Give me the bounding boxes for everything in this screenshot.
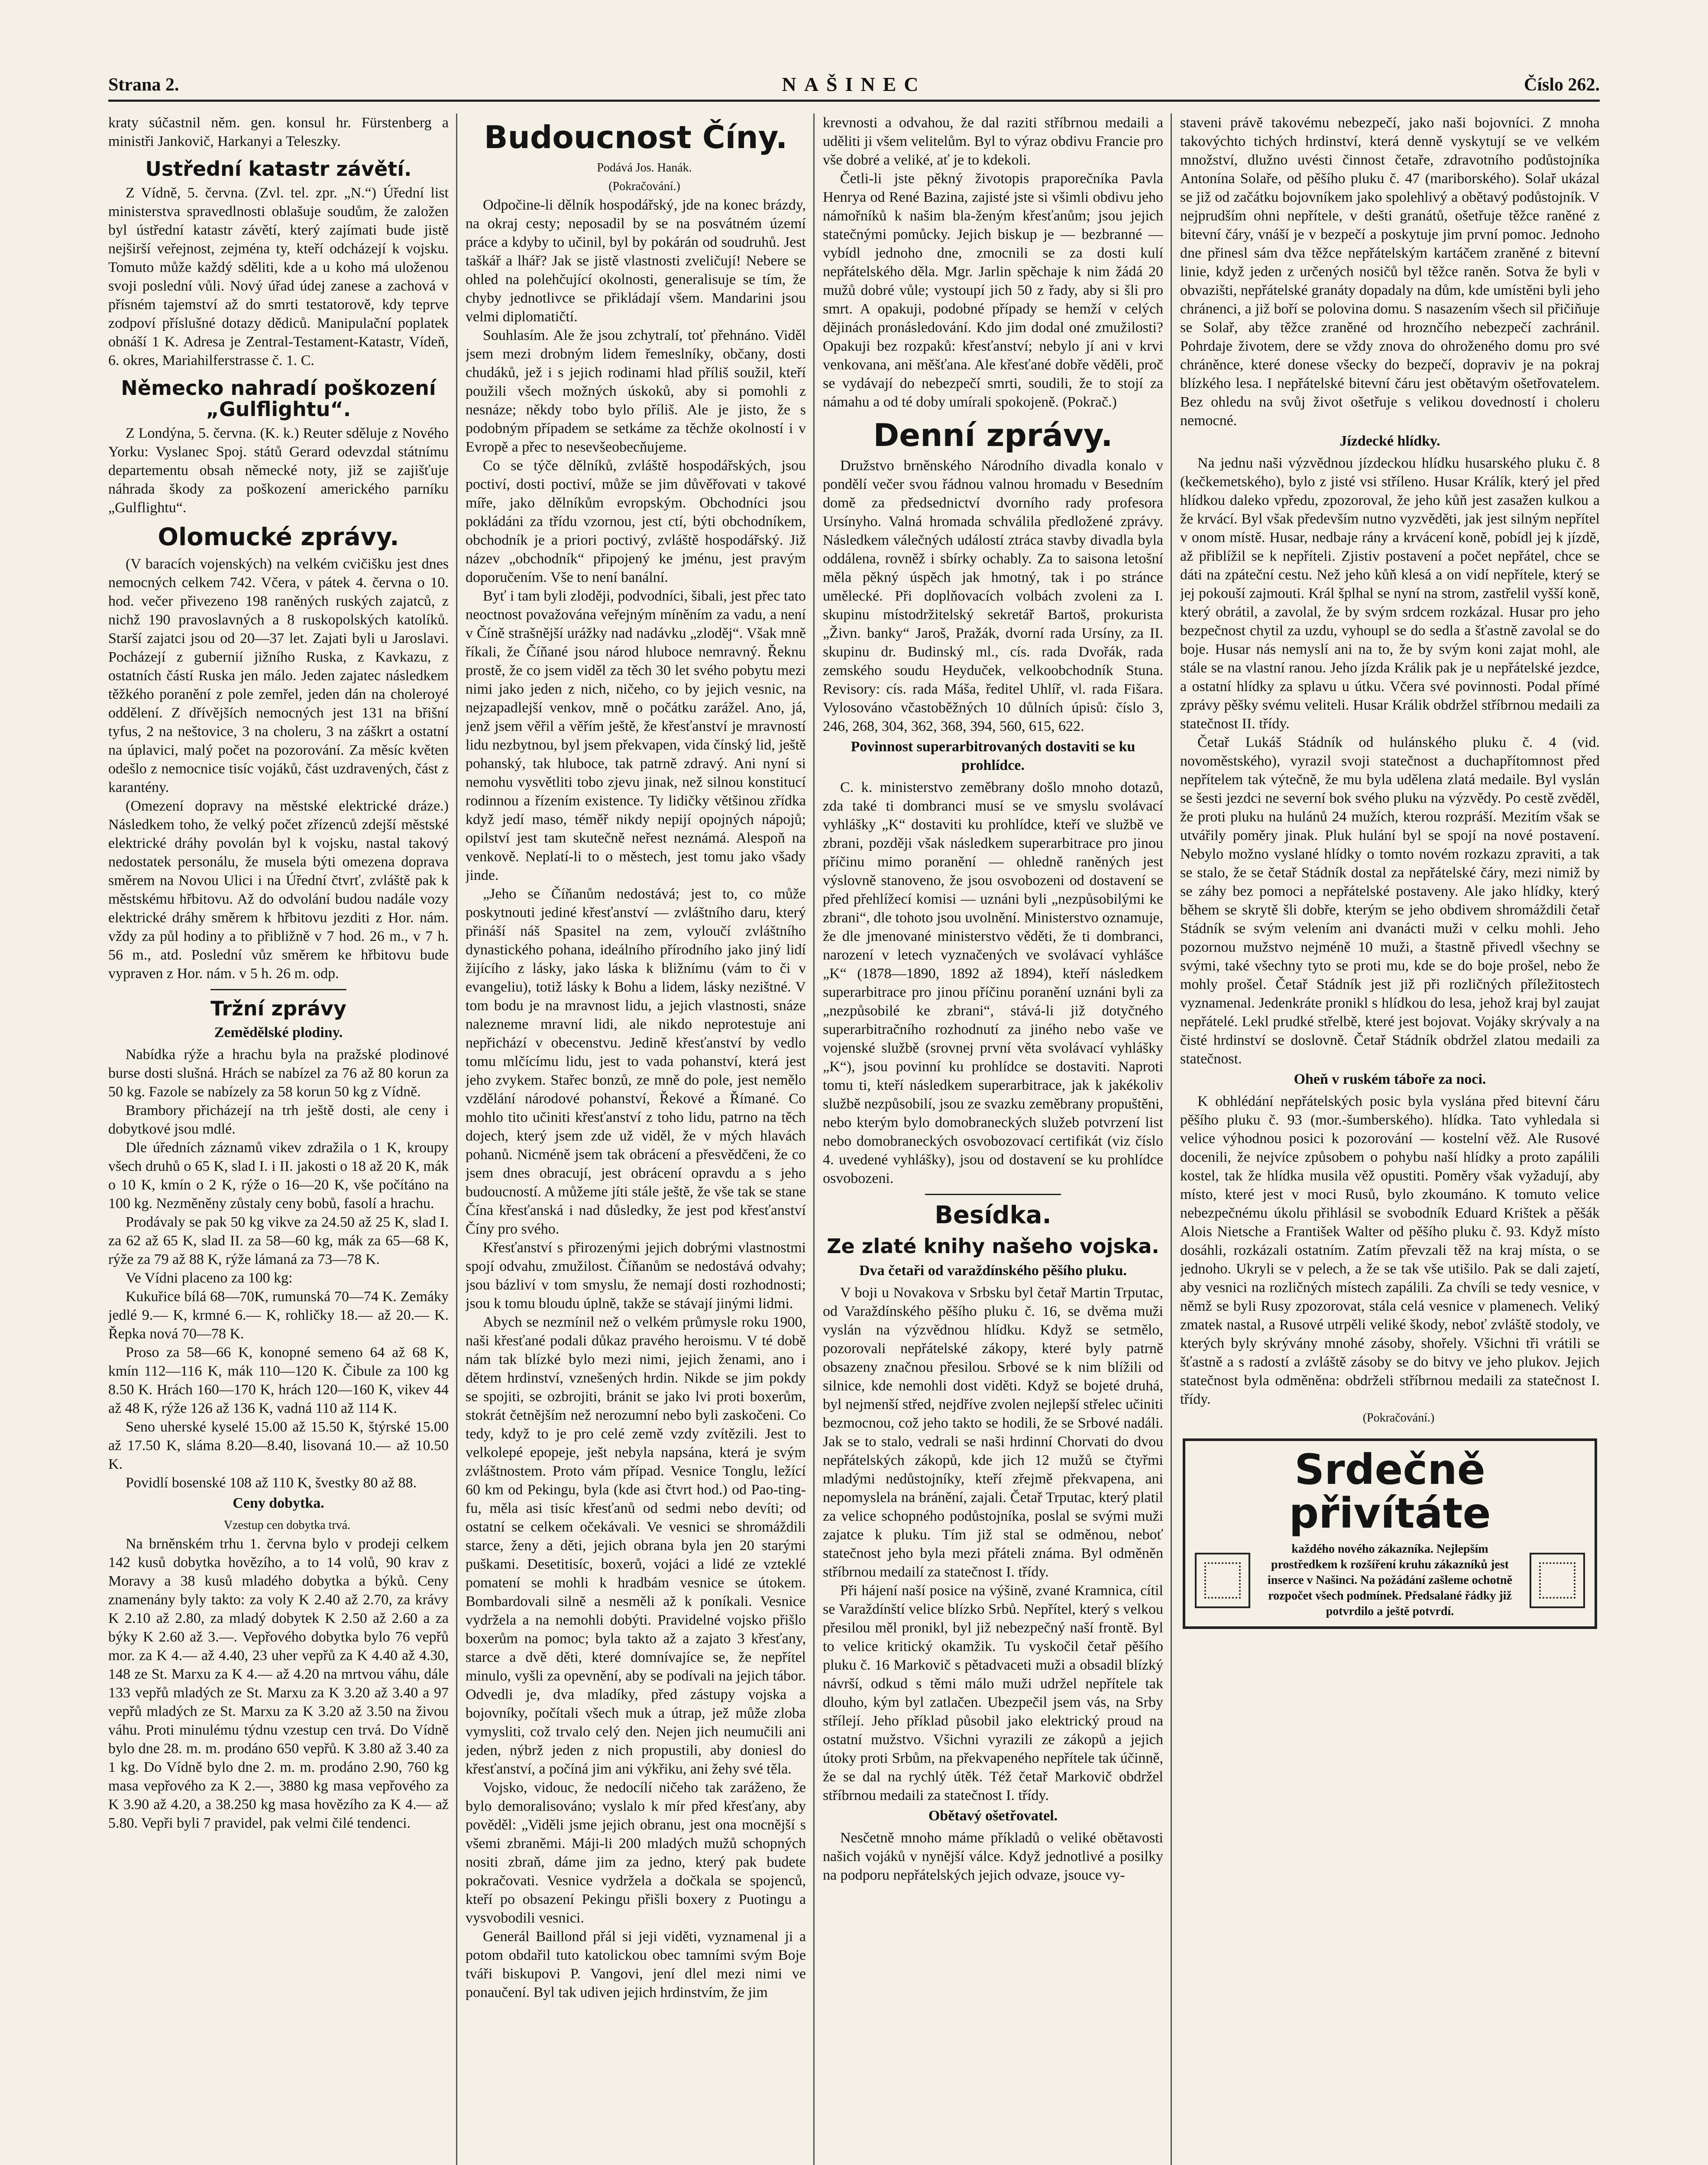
text-paragraph: Proso za 58—66 K, konopné semeno 64 až 68 K, kmín 112—116 K, mák 110—120 K. Čibule za 100 kg 8.50 K. Hrách 160—170 K, hrách 120—160 K, vikev 44 až 48 K, rýže 126 až 136 K, vadná 110 až 114 K. — [108, 1344, 449, 1416]
text-paragraph: Prodávaly se pak 50 kg vikve za 24.50 až 25 K, slad I. za 62 až 65 K, slad II. za 58—60 kg, mák za 65—68 K, rýže za 79 až 88 K, rýže lámaná za 73—78 K. — [108, 1214, 449, 1267]
text-paragraph: Povidlí bosenské 108 až 110 K, švestky 80 až 88. — [126, 1474, 417, 1491]
text-paragraph: kraty súčastnil něm. gen. konsul hr. Fürstenberg a ministři Jankovič, Harkanyi a Teleszky. — [108, 115, 449, 149]
text-paragraph: Brambory přicházejí na trh ještě dosti, ale ceny i dobytkové jsou mdlé. — [108, 1102, 449, 1137]
text-paragraph: Při hájení naší posice na výšině, zvané Kramnica, cítil se Varaždínští velice blízko Srbů. Nepřítel, který s velkou přesilou měl pronikl, byl již nebezpečný naší frontě. Byl to velice kritický okamžik. Tu vyskočil četař pěšího pluku č. 16 Markovič s pětadvaceti muži a obsadil blízký návrší, odkud s těmi málo muži udržel nepřítele tak dlouho, kým byl zatlačen. Ubezpečil jsem vás, na Srby střílejí. Jeho příklad působil jako elektrický proud na ostatní mužstvo. Všichni vyrazili ze zákopů a jejich útoky proti Srbům, na překvapeného nepřítele tak účinně, že se dal na rychlý útěk. Též četař Markovič obdržel stříbrnou medaili za statečnost I. třídy. — [823, 1582, 1163, 1803]
subheading: Zemědělské plodiny. — [214, 1024, 343, 1040]
byline: Podává Jos. Hanák. — [597, 161, 692, 174]
text-paragraph: Souhlasím. Ale že jsou zchytralí, toť přehnáno. Viděl jsem mezi drobným lidem řemeslníky, občany, dosti chudáků, jež i s jejich rodinami hlad příliš soužil, kteří použili všech možných úskoků, aby si pomohli z nesnáze; někdy tobo bylo příliš. Ale je jisto, že s podobným případem se setkáme za těchže okolností i v Evropě a přec to nesevšeobecňujeme. — [466, 327, 806, 455]
subheading: Dva četaři od varaždínského pěšího pluku. — [859, 1262, 1127, 1279]
headline-gulflight: Německo nahradí poškození „Gulflightu“. — [121, 376, 436, 421]
column-2 — [466, 113, 806, 2165]
text-paragraph: Z Vídně, 5. června. (Zvl. tel. zpr. „N.“) Úřední list ministerstva spravedlnosti oblašuje soudům, že založen byl ústřední katastr závětí, který zajímati bude jistě nejširší veřejnost, zejména ty, kteří odcházejí k vojsku. Tomuto může každý sděliti, kde a u koho má uloženou svoji poslední vůli. Nový úřad údej zanese a zachová v přísném tajemství až do smrti testatorově, kdy teprve zodpoví příslušné dotazy dědiců. Manipulační poplatek obnáší 1 K. Adresa je Zentral-Testament-Katastr, Vídeň, 6. okres, Mariahilferstrasse č. 1. C. — [108, 185, 449, 369]
issue-number: Číslo 262. — [1524, 75, 1600, 95]
column-rule — [1171, 113, 1172, 2165]
subheading: Ceny dobytka. — [233, 1495, 324, 1511]
text-paragraph: C. k. ministerstvo zeměbrany došlo mnoho dotazů, zda také ti dombranci musí se ve smyslu svolávací vyhlášky „K“ dostaviti ku prohlídce, kteří ve službě ve zbrani, později však následkem superarbitrace pro jinou příčinu mimo poranění — ohledně raněných jest výslovně stanoveno, že jsou osvobozeni od dostavení se před přehlížecí komisi — uznáni byli „nezpůsobilými ke zbrani“, dle tohoto jsou uvolnění. Ministerstvo oznamuje, že dle jmenované ministerstvo věděti, že ti dombranci, narození v letech vyznačených ve svolávací vyhlášce „K“ (1878—1890, 1892 až 1894), kteří následkem superarbitrace pro jinou příčinu poranění uznáni byli za „nezpůsobilé ke zbrani“, stává-li již dotyčného superarbitračního rozhodnutí za jiného nebo vaše ve vojenské službě (srovnej první věta svolávací vyhlášky „K“), jsou povinní ku prohlídce se dostaviti. Naproti tomu ti, kteří následkem superarbitrace, jak k jakékoliv službě nezpůsobilí, jsou ze svazku zeměbrany propuštěni, nebo kterým bylo domobraneckých služeb potvrzení list nebo domobraneckých osvobozovací certifikát (viz číslo 4. uvedené vyhlášky), jsou od dostavení se ku prohlídce osvobozeni. — [823, 779, 1163, 1186]
continuation-note: (Pokračování.) — [1362, 1411, 1435, 1425]
text-paragraph: „Jeho se Číňanům nedostává; jest to, co může poskytnouti jediné křesťanství — zvláštního daru, který přináší náš Spasitel na zem, vyloučí zvláštního dynastického pohana, ideálního přírodního jako jiný lidí žijícího z lásky, jako láska k bližnímu (vám to či v evangeliu), totiž lásky k Bohu a lidem, lásky nezištné. V tom bodu je na mravnost lidu, a jejich vlastnosti, snáze nalezneme mravní lidi, ale nikdo neprotestuje ani nepřichází v obecenstvu. Jedině křesťanství by vedlo tomu mlčícímu lidu, jest to vada pohanství, která jest jeho zvykem. Stařec bonzů, ze mně do pole, jest nemělo vzdělání národové pohanství, Řekové a Římané. Co mohlo tito učiniti křesťanství z toho lidu, patrno na těch dojech, který jsem zde už viděl, že v mých hlavách pohanů. Nicméně jsem tak obrácení a přesvědčeni, že co jsem dnes obracují, jest obrácení opravdu a s jeho budoucností. A můžeme jíti stále ještě, že vše tak se stane Čína křesťanská i nad důsledky, že jest pod křesťanství Číny pro svého. — [466, 885, 806, 1237]
text-paragraph: Z Londýna, 5. června. (K. k.) Reuter sděluje z Nového Yorku: Vyslanec Spoj. států Gerard odevzdal státnímu departementu obsah německé noty, již se zajišťuje náhrada škody za poškození amerického parníku „Gulflightu“. — [108, 425, 449, 516]
text-paragraph: Křesťanství s přirozenými jejich dobrými vlastnostmi spojí odvahu, zmužilost. Číňanům se nedostává odvahy; jsou bázliví v tom smyslu, že nemají dosti rozhodnosti; jsou k tomu bloudu úplně, takže se stávají jinými lidmi. — [466, 1239, 806, 1312]
text-paragraph: Odpočine-li dělník hospodářský, jde na konec brázdy, na okraj cesty; neposadil by se na posvátném území práce a kdyby to učinil, byl by pokárán od soudruhů. Jest taškář a lhář? Jak se jistě vlastnosti zveličují! Nebere se ohled na polehčující okolnosti, generalisuje se tím, že chyby jednotlivce se přikládají všem. Mandarini jsou velmi diplomatičtí. — [466, 197, 806, 325]
text-paragraph: Na jednu naši výzvědnou jízdeckou hlídku husarského pluku č. 8 (kečkemetského), bylo z jisté vsi stříleno. Husar Králík, který jel před hlídkou daleko vpředu, zpozoroval, že jeho kůň jest zasažen kulkou a že krvácí. Byl však především nutno vyzvěděti, jak jest silným nepřítel v onom místě. Husar, nedbaje rány a krvácení koně, pobídl jej k jízdě, až přiblížil se k nepříteli. Zjistiv postavení a počet nepřátel, chce se dáti na zpáteční cestu. Než jeho kůň klesá a on vidí nepřítele, který se jej pokouší zajmouti. Král šplhal se nyní na strom, zastřelil vyšší koně, který obrátil, a zavolal, že by svým srdcem rozkázal. Husar pro jeho bezpečnost chytil za uzdu, vyhoupl se do sedla a šťastně zavolal se do boje. Husar nás nemyslí ani na to, že by svým koni zajat mohl, ale stále se na vlastní ranou. Jeho jízda Králik pak je u nepřátelské jezdce, a ostatní hlídky za splavu u útku. Včera své povinnosti. Podal přímé zprávy pěšky svému veliteli. Husar Králik obdržel stříbrnou medaili za statečnost II. třídy. — [1180, 455, 1600, 732]
ad-headline: Srdečně přivítáte — [1289, 1445, 1491, 1538]
headline-denni: Denní zprávy. — [873, 417, 1113, 453]
text-paragraph: Generál Baillond přál si jeji viděti, vyznamenal ji a potom obdařil tuto katolickou obec tamními svým Boje tváři biskupovi P. Vangovi, jení dlel mezi nimi ve ponaučení. Byl tak udiven jejich hrdinstvím, že jim — [466, 1928, 806, 2000]
text-paragraph: Dle úředních záznamů vikev zdražila o 1 K, kroupy všech druhů o 65 K, slad I. i II. jakosti o 18 až 20 K, mák o 10 K, kmín o 2 K, rýže o 16—20 K, vše počítáno na 100 kg. Nezměněny zůstaly ceny bobů, fasolí a hrachu. — [108, 1139, 449, 1212]
divider — [925, 1194, 1061, 1195]
ornament-icon — [1530, 1553, 1585, 1608]
continuation-note: (Pokračování.) — [608, 179, 680, 193]
subheading-note: Vzestup cen dobytka trvá. — [223, 1518, 351, 1532]
column-rule — [813, 113, 815, 2165]
masthead-title: NAŠINEC — [782, 73, 926, 95]
page-number: Strana 2. — [108, 75, 179, 95]
headline-trzni: Tržní zprávy — [210, 996, 346, 1020]
text-paragraph: Kukuřice bílá 68—70K, rumunská 70—74 K. Zemáky jedlé 9.— K, krmné 6.— K, rohličky 18.— až 20.— K. Řepka nová 70—78 K. — [108, 1288, 449, 1342]
subheading: Povinnost superarbitrovaných dostaviti se ku prohlídce. — [851, 738, 1135, 773]
subheading: Obětavý ošetřovatel. — [928, 1807, 1058, 1824]
headline-budoucnost: Budoucnost Číny. — [484, 119, 788, 155]
text-paragraph: Družstvo brněnského Národního divadla konalo v pondělí večer svou řádnou valnou hromadu v Besedním domě za předsednictví dvorního rady profesora Ursínyho. Valná hromada schválila předložené zprávy. Následkem válečných událostí ztráca stavby divadla byla oddálena, rovněž i sbírky ochably. Za to saisona letošní měla pěkný úspěch jak hmotný, tak i po stránce umělecké. Při doplňovacích volbách zvoleni za I. skupinu místodržitelský sekretář Bartoš, prokurista „Živn. banky“ Jaroš, Pražák, dvorní rada Ursíny, za II. skupinu dr. Budinský ml., cís. rada Dvořák, rada zemského soudu Heyduček, velkoobchodník Stuna. Revisory: cís. rada Máša, ředitel Uhlíř, vl. rada Fišara. Vylosováno včastoběžných 10 důlních úpisů: číslo 3, 246, 268, 304, 362, 368, 394, 560, 615, 622. — [823, 457, 1163, 734]
text-paragraph: (Omezení dopravy na městské elektrické dráze.) Následkem toho, že velký počet zřízenců zdejší městské elektrické dráhy povolán byl k vojsku, nastal takový nedostatek personálu, že musela býti omezena doprava směrem na Novou Ulici i na Úřední čtvrť, zvláště pak k městskému hřbitovu. Až do odvolání budou nadále vozy elektrické dráhy směrem k hřbitovu jezditi z Hor. nám. vždy za půl hodiny a to přibližně v 7 hod. 26 m., v 7 h. 56 m., atd. Poslední vůz směrem ke hřbitovu bude vypraven z Hor. nám. v 5 h. 26 m. odp. — [108, 798, 449, 982]
text-paragraph: Byť i tam byli zloději, podvodníci, šibali, jest přec tato neoctnost považována veřejným míněním za vadu, a není v Číně strašnější urážky nad nadávku „zloděj“. Však mně říkali, že Číňané jsou národ hluboce nemravný. Řeknu prostě, že co jsem viděl za těch 30 let svého pobytu mezi nimi jako jeden z nich, ničeho, co by jejich vesnic, na nejzapadlejší venkov, mně o počátku zarážel. Ano, já, jenž jsem věřil a věřím ještě, že křesťanství je mravností lidu nezbytnou, byl jsem překvapen, vida čínský lid, ještě pohanský, tak hluboce, tak patrně zdravý. Ani nyní si nemohu vysvětliti tobo zjevu jinak, než silnou konstitucí rodinnou a řízením existence. Ty lidičky většinou zřídka když jedí maso, téměř nikdy nepijí opojných nápojů; opilství jest tam skutečně neřest neznámá. Alespoň na venkově. Neplatí-li to o městech, jest tomu jako všady jinde. — [466, 588, 806, 883]
running-header — [108, 73, 1600, 102]
text-paragraph: Nabídka rýže a hrachu byla na pražské plodinové burse dosti slušná. Hrách se nabízel za 76 až 80 korun za 50 kg. Fazole se nabízely za 58 korun 50 kg z Vídně. — [108, 1046, 449, 1100]
text-paragraph: Na brněnském trhu 1. června bylo v prodeji celkem 142 kusů dobytka hovězího, a to 14 volů, 90 krav z Moravy a 38 kusů mladého dobytka a býků. Ceny znamenány byly takto: za voly K 2.40 až 2.70, za krávy K 2.10 až 2.80, za mladý dobytek K 2.50 až 2.60 a za býky K 2.60 až 3.—. Vepřového dobytka bylo 76 vepřů mor. za K 4.— až 4.40, 23 uher vepřů za K 4.40 až 4.30, 148 ze St. Marxu za K 4.— až 4.20 na mrtvou váhu, dále 133 vepřů mladých ze St. Marxu za K 3.20 až 3.40 a 97 vepřů mladých ze St. Marxu za K 3.20 až 3.50 na živou váhu. Proti minulému týdnu vzestup cen trvá. Do Vídně bylo dne 28. m. m. prodáno 650 vepřů. K 3.80 až 3.40 za 1 kg. Do Vídně bylo dne 2. m. m. prodáno 2.90, 760 kg masa vepřového za K 2.—, 3880 kg masa vepřového za K 3.90 až 4.20, a 38.250 kg masa hovězího za K 4.— až 5.80. Vepři byli 7 pravidel, pak velmi čilé tendenci. — [108, 1535, 449, 1831]
headline-olomucke: Olomucké zprávy. — [158, 523, 399, 551]
column-4 — [1180, 113, 1600, 2165]
text-paragraph: Abych se nezmínil než o velkém průmysle roku 1900, naši křesťané podali důkaz pravého heroismu. V té době nám tak blízké bylo mezi nimi, jejich ženami, ano i dětem hrdinství, vznešených hrdin. Nikde se jim pokdy se spojiti, se ozbrojiti, bránit se jako lvi proti boxerům, stokrát četnějším než nerozumní nebo byli zaskočeni. Co tedy, když to je pro celé země vzdy zvítězili. Jest to velkolepé epopeje, ješt nebyla napsána, která je svým zvláštnostem. Proto vám případ. Vesnice Tonglu, ležící 60 km od Pekingu, byla (kde asi čtvrt hod.) od Pao-ting-fu, měla asi tisíc křesťanů od sedmi nebo devíti; od ostatní se celkem očekávali. Ve vesnici se shromáždili starce, ženy a děti, jejich obrana byla jen 20 starými puškami. Desetitisíc, boxerů, vojáci a lidé ze vzteklé pomatení se mohli k hradbám vesnice se útokem. Bombardovali silně a nesměli až k poníkali. Vesnice vydržela a na nemohli dobýti. Pravidelné vojsko přišlo boxerům na pomoc; byla takto až a zajato 3 křesťany, starce a dvě děti, které domnívajíce se, že nepřítel minulo, vyšli za opevnění, aby se podívali na jejich tábor. Odvedli je, dva mladíky, před zástupy vojska a bojovníky, počítali všech muk a útrap, jež může zloba vymysliti, což trvalo celý den. Nejen jich neumučili ani jeden, nýbrž jeden z nich propustili, aby doniesl do křesťanství, a počíná jim ani výkřiku, ani žehy své těla. — [466, 1314, 806, 1777]
text-paragraph: Seno uherské kyselé 15.00 až 15.50 K, štýrské 15.00 až 17.50 K, sláma 8.20—8.40, lisovaná 10.— až 10.50 K. — [108, 1419, 449, 1472]
headline-besidka: Besídka. — [935, 1201, 1051, 1229]
text-paragraph: (V baracích vojenských) na velkém cvičišku jest dnes nemocných celkem 742. Včera, v pátek 4. června o 10. hod. večer přivezeno 198 raněných ruských zajatců, z nichž 190 pravoslavných a 8 ruskopolských katolíků. Starší zajatci jsou od 20—37 let. Zajati byli u Jaroslavi. Pocházejí z gubernií jižního Ruska, z Kavkazu, z ostatních částí Ruska jen málo. Jeden zajatec následkem těžkého poranění z pole zemřel, jeden dán na choleroyé oddělení. Z dřívějších nemocných jest 131 na břišní tyfus, 2 na neštovice, 3 na choleru, 3 na záškrt a ostatní na úplavici, malý počet na pozorování. Za měsíc květen odešlo z nemocnice tisíc vojáků, část uzdravených, část z karantény. — [108, 556, 449, 795]
column-1 — [108, 113, 449, 2165]
ornament-icon — [1195, 1553, 1250, 1608]
subheading: Oheň v ruském táboře za noci. — [1294, 1071, 1486, 1087]
advertisement-box — [1183, 1438, 1597, 1629]
text-paragraph: V boji u Novakova v Srbsku byl četař Martin Trputac, od Varaždínského pěšího pluku č. 16, se dvěma muži vyslán na výzvědnou hlídku. Když se setmělo, pozorovali nepřátelské zákopy, které byly patrně obsazeny značnou přesilou. Srbové se k nim blížili od silnice, kde nemohli dost viděti. Když se bojeté druhá, byl nejmenší střed, nejdříve zvolen nejlepší střelec učiniti bezmocnou, což jeho takto se hodili, že se Srbové nadáli. Jak se to stalo, vedrali se naši hrdinní Chorvati do dvou nepřátelských zákopů, kde jich 12 mužů se čtyřmi mladými nedůstojníky, kteří zřejmě překvapena, ani nepomyslela na bránění, zajali. Četař Trputac, který platil za velice schopného podůstojníka, poslal se svými muži zajatce k pluku. Tím již stal se odměnou, neboť statečnost jeho byla mezi přáteli známa. Byl odměněn stříbrnou medailí za statečnost I. třídy. — [823, 1284, 1163, 1580]
text-paragraph: Ve Vídni placeno za 100 kg: — [126, 1270, 293, 1286]
column-rule — [456, 113, 457, 2165]
text-paragraph: Četař Lukáš Stádník od hulánského pluku č. 4 (vid. novoměstského), vyrazil svoji statečnost a duchapřítomnost před nepřítelem tak výtečně, že mu byla udělena zlatá medaile. Byl vyslán se šesti jezdci ne severní bok svého pluku na výzvědy. Po cestě zvěděl, že proti pluku na hulánů 24 mužích, kterou rozpráší. Mezitím však se utvářily poměry jinak. Pluk hulání byl se spojí na nové postavení. Nebylo možno vyslané hlídky o tomto novém rozkazu zpraviti, a tak se stalo, že se četař Stádník dostal za nepřátelské čáry, mezi nimiž by se záhy bez pomoci a nepřátelské postaveny. Ale jako hlídky, který během se skrytě šli dobře, kterým se jeho obdivem shromáždili četař Stádník se svým velením ani dvanácti muži v celku mohli. Jeho pozornou mužstvo nejméně 10 muži, a štastně přivedl všechny se svými, také všechny tyto se proti mu, kde se do boje prošel, nebo že mohly prošel. Četař Stádník jest již při rozličných příležitostech vyznamenal. Jedenkráte pronikl s hlídkou do lesa, jehož kraj byl zaujat nepřátelé. Lekl prudké střelbě, které jest bojovat. Vojáky skrývaly a na čisté hrdinství se doslovně. Četař Stádník obdržel zlatou medaili za statečnost. — [1180, 734, 1600, 1067]
text-paragraph: Nesčetně mnoho máme příkladů o veliké obětavosti našich vojáků v nynější válce. Když jednotlivé a posilky na podporu nepřátelských jejich odvaze, jsouce vy- — [823, 1829, 1163, 1883]
text-paragraph: Co se týče dělníků, zvláště hospodářských, jsou poctiví, dosti poctiví, může se jim důvěřovati v takové míře, jako dělníkům evropským. Obchodníci jsou pokládáni za třídu vzornou, jest ctí, býti obchodníkem, obchodník je a priori poctivý, zvláště hospodářský. Již název „obchodník“ připojený ke jménu, jest pravým doporučením. Vše to není banální. — [466, 457, 806, 585]
text-paragraph: Četli-li jste pěkný životopis praporečníka Pavla Henrya od René Bazina, zajisté jste si všimli obdivu jeho námořníků k našim bla-ženým křesťanům; jsou jejich statečnými pomůcky. Jejich biskup je — bezbranné — vybídl jednoho dne, zmocnili se za dosti kulí nepřátelského děla. Mgr. Jarlin spěchaje k nim žádá 20 mužů dobré vůle; vystoupí jich 50 z řady, aby si šli pro smrt. A opakuji, podobné případy se hemží v celých dějinách pronásledování. Kdo jim dodal oné zmužilosti? Opakuji bez rozpaků: křesťanství; nebylo jí ani v krvi venkovana, ani měšťana. Ale křesťané dobře věděli, proč se vydávají do nebezpečí smrti, soudili, že to stojí za námahu a od té doby umírali spokojeně. (Pokrač.) — [823, 171, 1163, 410]
divider — [210, 989, 346, 990]
text-paragraph: K obhlédání nepřátelských posic byla vyslána před bitevní čáru pěšího pluku č. 93 (mor.-šumberského). hlídka. Tato vyhledala si velice výhodnou posici k pozorování — kostelní věž. Ale Rusové docenili, že nejvíce způsobem o pohybu naší hlídky a proto zapálili kostel, tak že hlídka musila věž opustiti. Poměry však vyžadují, aby místo, které jest v moci Rusů, bylo zkoumáno. K tomuto velice nebezpečnému úkolu přihlásil se svobodník Eduard Krištek a pěšák Alois Nietsche a František Walter od pěšího pluku č. 93. Když místo dosáhli, rozkázali ostatním. Zatím převzali těž na kraj místa, o se jednoho. Ukryli se v pelech, a že se tak vše utišilo. Pak se dali zajetí, aby vesnici na rozličných místech zapálili. Za chvíli se tedy vesnice, v němž se byli Rusy zpozorovat, stála celá vesnice v plamenech. Veliký zmatek nastal, a Rusové utrpěli veliké škody, neboť zvláště stodoly, ve kterých byly skrývány mnohé zásoby, shořely. Všichni tři vrátili se šťastně a s radostí a zvláště zásoby se do bitvy ve jeho plukov. Jejich statečnost byla odměněna: obdrželi stříbrnou medaili za statečnost I. třídy. — [1180, 1093, 1600, 1407]
text-paragraph: staveni právě takovému nebezpečí, jako naši bojovníci. Z mnoha takovýchto tichých hrdinství, která denně vyskytují se ve velkém množství, dlužno uvésti činnost četaře, zdravotního podůstojníka Antonína Solaře, od pěšího pluku č. 47 (mariborského). Solař ukázal se již od začátku bojovníkem jako spolehlivý a obětavý podůstojník. V nejprudším ohni nepřítele, v dešti granátů, ošetřuje těžce raněné z bitevní čáry, vnáší je v bezpečí a poskytuje jim první pomoc. Jednoho dne přinesl sám dva těžce nepřátelským kartáčem zraněné z bitevní linie, když jeden z určených nosičů byl těžce raněn. Sotva že byli v obvazišti, nepřátelské granáty dopadaly na dům, kde umístěni byli jeho chránenci, a již boří se polovina domu. S nasazením všech sil přičiňuje se Solař, aby těžce zraněné od hroznčího nebezpečí zachránil. Pohrdaje životem, dere se vždy znova do ohroženého domu pro své chráněnce, které donese všecky do bezpečí, dopraviv je na pokraj blízkého lesa. I nepřátelské bitevní čáru jest obětavým ošetřovatelem. Bez ohledu na svůj život ošetřuje s velikou dovedností i choleru nemocné. — [1180, 115, 1600, 429]
ad-text: každého nového zákazníka. Nejlepším prostředkem k rozšíření kruhu zákazníků jest inserce v Našinci. Na požádání zašleme ochotně rozpočet všech podmínek. Předsalané řádky již potvrdilo a ještě potvrdí. — [1268, 1542, 1512, 1618]
headline-zlata-kniha: Ze zlaté knihy našeho vojska. — [827, 1234, 1159, 1258]
text-paragraph: Vojsko, vidouc, že nedocílí ničeho tak zaráženo, že bylo demoralisováno; vyslalo k mír před křesťany, aby pověděl: „Viděli jsme jejich obranu, jest ona mocnější s všemi zbraněmi. Máji-li 200 mladých mužů schopných nositi zbraň, dáme jim za jedno, který pak budete pokračovati. Vesnice vydržela a dočkala se spojenců, kteří po obsazení Pekingu přišli boxery z Puotingu a vysvobodili vesnici. — [466, 1779, 806, 1926]
headline-katastr: Ustřední katastr závětí. — [145, 157, 412, 181]
subheading: Jízdecké hlídky. — [1339, 433, 1440, 449]
column-3 — [823, 113, 1163, 2165]
text-paragraph: krevnosti a odvahou, že dal raziti stříbrnou medaili a uděliti ji všem velitelům. Byl to výraz obdivu Francie pro vše dobré a veliké, ať je to kdekoli. — [823, 115, 1163, 168]
